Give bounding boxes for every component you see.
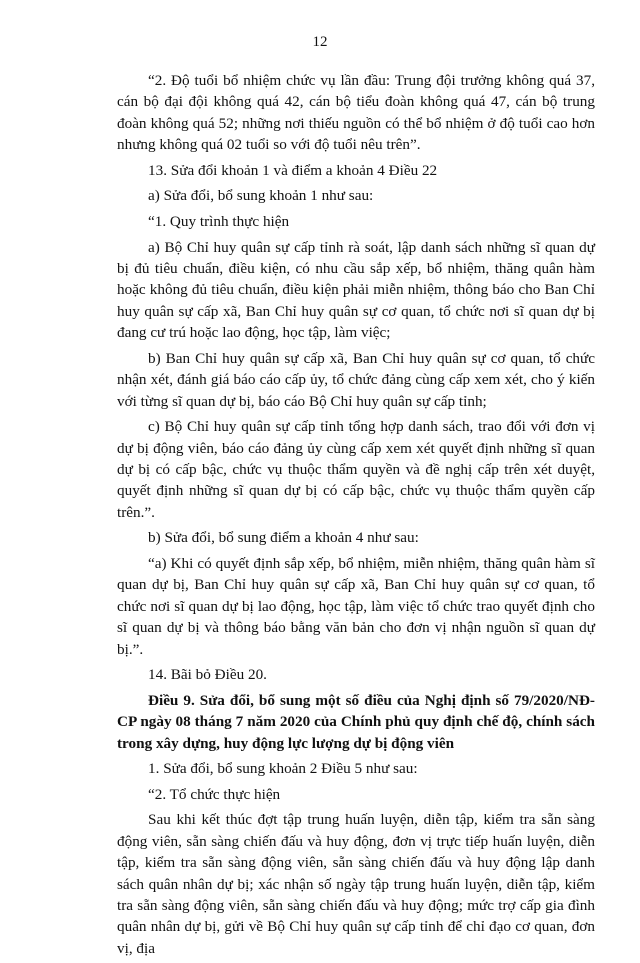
paragraph-procedure-b: b) Ban Chỉ huy quân sự cấp xã, Ban Chỉ huy quân sự cơ quan, tổ chức nhận xét, đánh giá báo cáo cấp ủy, tổ chức đảng cùng cấp xem xét, cho ý kiến với từng sĩ quan dự bị, báo cáo Bộ Chỉ huy quân sự cấp tỉnh;	[117, 349, 595, 410]
paragraph-implementation-heading: “2. Tổ chức thực hiện	[148, 785, 281, 803]
paragraph-implementation-body: Sau khi kết thúc đợt tập trung huấn luyện, diễn tập, kiểm tra sẵn sàng động viên, sẵn sàng chiến đấu và huy động, đơn vị trực tiếp huấn luyện, diễn tập, kiểm tra sẵn sàng động viên, sẵn sàng chiến đấu và huy động lập danh sách quân nhân dự bị; xác nhận số ngày tập trung huấn luyện, diễn tập, kiểm tra sẵn sàng động viên, sẵn sàng chiến đấu và huy động; mức trợ cấp gia đình quân nhân dự bị, gửi về Bộ Chỉ huy quân sự cấp tỉnh để chỉ đạo cơ quan, đơn vị, địa	[117, 811, 595, 957]
paragraph-article-9-item-1: 1. Sửa đổi, bổ sung khoản 2 Điều 5 như sau:	[148, 760, 418, 778]
page-number: 12	[312, 34, 328, 50]
document-body	[117, 70, 595, 963]
paragraph-article-8-item-12-quote: “2. Độ tuổi bổ nhiệm chức vụ lần đầu: Trung đội trưởng không quá 37, cán bộ đại đội không quá 42, cán bộ tiểu đoàn không quá 47, cán bộ trung đoàn không quá 52; những nơi thiếu nguồn có thể bổ nhiệm ở độ tuổi cao hơn nhưng không quá 02 tuổi so với độ tuổi nêu trên”.	[117, 72, 595, 154]
paragraph-item-13: 13. Sửa đổi khoản 1 và điểm a khoản 4 Điều 22	[148, 161, 438, 179]
paragraph-item-13-b: b) Sửa đổi, bổ sung điểm a khoản 4 như sau:	[148, 529, 419, 547]
paragraph-item-14: 14. Bãi bỏ Điều 20.	[148, 666, 267, 684]
article-9-heading: Điều 9. Sửa đổi, bổ sung một số điều của Nghị định số 79/2020/NĐ-CP ngày 08 tháng 7 năm 2020 của Chính phủ quy định chế độ, chính sách trong xây dựng, huy động lực lượng dự bị động viên	[117, 691, 595, 752]
paragraph-procedure-c: c) Bộ Chỉ huy quân sự cấp tỉnh tổng hợp danh sách, trao đổi với đơn vị dự bị động viên, báo cáo đảng ủy cùng cấp xem xét quyết định những sĩ quan dự bị có cấp bậc, chức vụ thuộc thẩm quyền và đề nghị cấp trên xét duyệt, quyết định những sĩ quan dự bị có cấp bậc, chức vụ thuộc thẩm quyền cấp trên.”.	[117, 418, 595, 521]
paragraph-item-13-a: a) Sửa đổi, bổ sung khoản 1 như sau:	[148, 187, 374, 205]
paragraph-point-a-quote: “a) Khi có quyết định sắp xếp, bổ nhiệm, miễn nhiệm, thăng quân hàm sĩ quan dự bị, Ban Chỉ huy quân sự cấp xã, Ban Chỉ huy quân sự cơ quan, tổ chức nơi sĩ quan dự bị lao động, học tập, làm việc tổ chức trao quyết định cho sĩ quan dự bị và thông báo bằng văn bản cho đơn vị nhận nguồn sĩ quan dự bị.”.	[117, 555, 595, 658]
paragraph-procedure-heading: “1. Quy trình thực hiện	[148, 213, 290, 230]
paragraph-procedure-a: a) Bộ Chỉ huy quân sự cấp tỉnh rà soát, lập danh sách những sĩ quan dự bị đủ tiêu chuẩn, điều kiện, có nhu cầu sắp xếp, bổ nhiệm, thăng quân hàm hoặc không đủ tiêu chuẩn, điều kiện phải miễn nhiệm, thông báo cho Ban Chỉ huy quân sự cấp xã, Ban Chỉ huy quân sự cơ quan, tổ chức nơi sĩ quan dự bị đang cư trú hoặc lao động, học tập, làm việc;	[117, 238, 595, 342]
